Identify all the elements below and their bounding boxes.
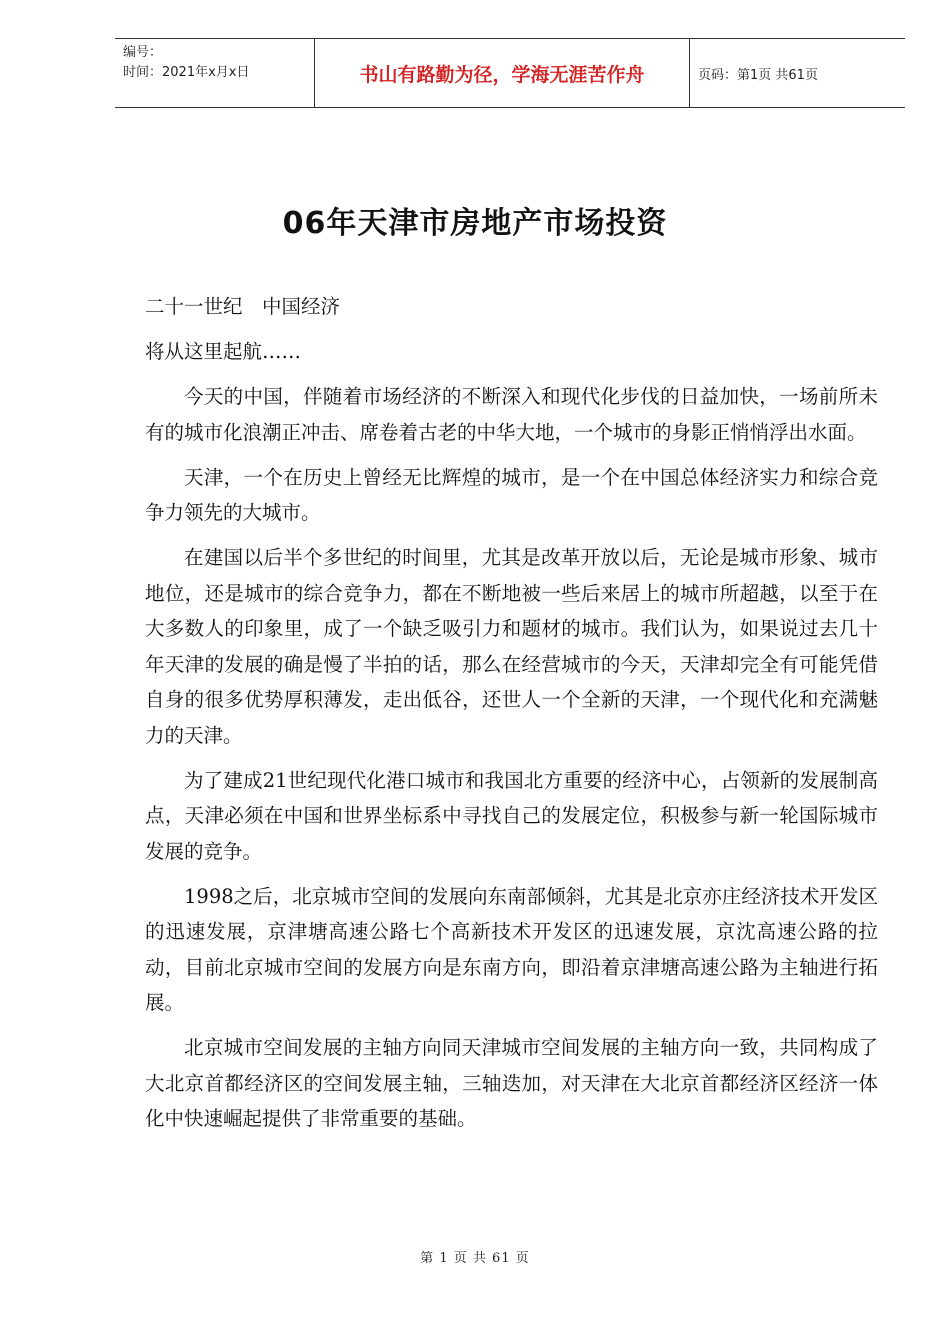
document-title: 06年天津市房地产市场投资	[282, 206, 668, 241]
document-number-label: 编号：	[123, 45, 163, 60]
paragraph: 为了建成21世纪现代化港口城市和我国北方重要的经济中心，占领新的发展制高点，天津必须在中国和世界坐标系中寻找自己的发展定位，积极参与新一轮国际城市发展的竞争。	[145, 768, 878, 863]
header-page-info: 页码：第1页 共61页	[698, 67, 818, 83]
paragraph: 天津，一个在历史上曾经无比辉煌的城市，是一个在中国总体经济实力和综合竞争力领先的大城市。	[145, 465, 878, 524]
paragraph: 1998之后，北京城市空间的发展向东南部倾斜，尤其是北京亦庄经济技术开发区的迅速发展，京津塘高速公路七个高新技术开发区的迅速发展，京沈高速公路的拉动，目前北京城市空间的发展方向是东南方向，即沿着京津塘高速公路为主轴进行拓展。	[145, 884, 878, 1014]
page-header	[115, 38, 905, 108]
document-body	[145, 289, 878, 1146]
header-motto: 书山有路勤为径，学海无涯苦作舟	[315, 39, 690, 107]
paragraph: 北京城市空间发展的主轴方向同天津城市空间发展的主轴方向一致，共同构成了大北京首都经济区的空间发展主轴，三轴迭加，对天津在大北京首都经济区经济一体化中快速崛起提供了非常重要的基础。	[145, 1036, 878, 1130]
paragraph: 将从这里起航……	[145, 340, 302, 363]
page-footer: 第 1 页 共 61 页	[420, 1251, 530, 1266]
paragraph: 在建国以后半个多世纪的时间里，尤其是改革开放以后，无论是城市形象、城市地位，还是城市的综合竞争力，都在不断地被一些后来居上的城市所超越，以至于在大多数人的印象里，成了一个缺乏吸引力和题材的城市。我们认为，如果说过去几十年天津的发展的确是慢了半拍的话，那么在经营城市的今天，天津却完全有可能凭借自身的很多优势厚积薄发，走出低谷，还世人一个全新的天津，一个现代化和充满魅力的天津。	[145, 546, 878, 747]
header-meta	[115, 39, 315, 107]
document-time-label: 时间：2021年x月x日	[123, 65, 250, 80]
paragraph: 二十一世纪 中国经济	[145, 295, 341, 318]
paragraph: 今天的中国，伴随着市场经济的不断深入和现代化步伐的日益加快，一场前所未有的城市化浪潮正冲击、席卷着古老的中华大地，一个城市的身影正悄悄浮出水面。	[145, 385, 878, 444]
